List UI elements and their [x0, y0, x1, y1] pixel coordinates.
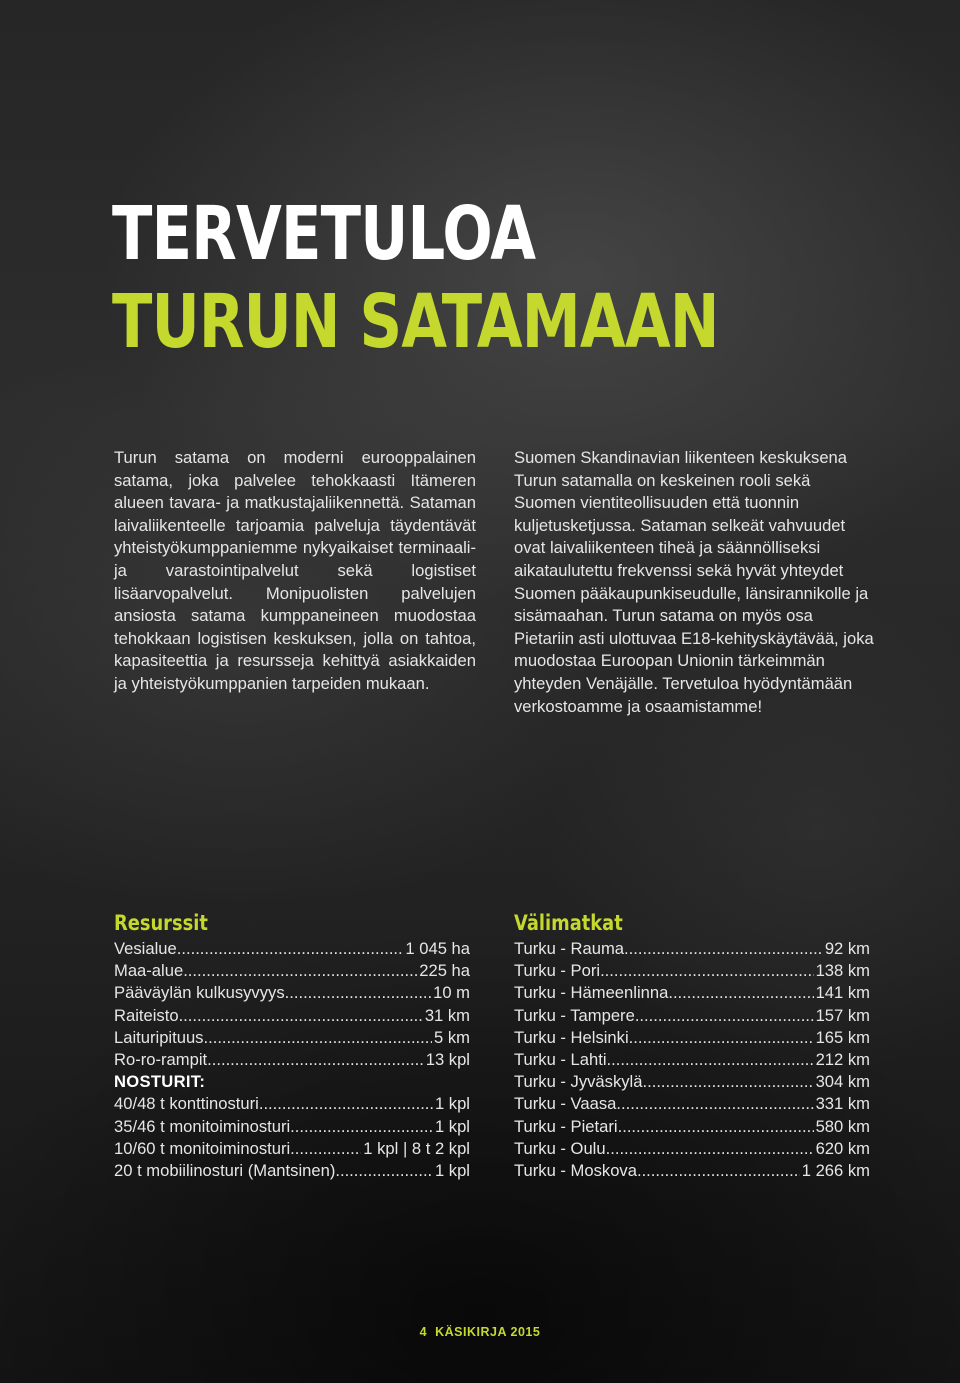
item-value: 13 kpl [425, 1050, 470, 1070]
dot-leader [177, 938, 404, 960]
item-value: 1 kpl [434, 1116, 470, 1136]
list-item [114, 1116, 470, 1138]
item-label: Turku - Hämeenlinna [514, 983, 669, 1003]
distances-section [514, 910, 870, 1182]
item-value: 225 ha [419, 961, 470, 981]
item-label: Turku - Pori [514, 961, 601, 981]
item-label: Ro-ro-rampit [114, 1050, 208, 1070]
item-value: 5 km [434, 1027, 470, 1047]
list-item [514, 982, 870, 1004]
cranes-list [114, 1093, 470, 1182]
list-item [514, 1116, 870, 1138]
list-item [514, 1071, 870, 1093]
dot-leader [642, 1071, 813, 1093]
list-item [114, 938, 470, 960]
item-label: Raiteisto [114, 1005, 179, 1025]
dot-leader [629, 1027, 814, 1049]
dot-leader [624, 938, 823, 960]
item-value: 157 km [815, 1005, 870, 1025]
item-label: Turku - Jyväskylä [514, 1072, 643, 1092]
item-label: Turku - Oulu [514, 1138, 606, 1158]
item-label: Laituripituus [114, 1027, 204, 1047]
item-label: Turku - Tampere [514, 1005, 635, 1025]
item-value: 10 m [433, 983, 470, 1003]
dot-leader [616, 1093, 813, 1115]
dot-leader [207, 1049, 424, 1071]
list-item [514, 960, 870, 982]
item-label: 20 t mobiilinosturi (Mantsinen) [114, 1161, 336, 1181]
item-label: 40/48 t konttinosturi [114, 1094, 259, 1114]
item-label: Turku - Lahti [514, 1050, 607, 1070]
list-item [514, 1005, 870, 1027]
item-value: 92 km [824, 939, 870, 958]
dot-leader [635, 1005, 814, 1027]
item-value: 31 km [424, 1005, 470, 1025]
resources-section [114, 910, 470, 1182]
title-line-2: TURUN SATAMAAN [112, 279, 719, 365]
dot-leader [606, 1138, 814, 1160]
item-value: 620 km [815, 1138, 870, 1158]
dot-leader [290, 1116, 433, 1138]
item-label: Turku - Rauma [514, 939, 625, 958]
item-label: Vesialue [114, 939, 177, 958]
item-value: 1 kpl | 8 t 2 kpl [363, 1138, 470, 1158]
item-label: Turku - Pietari [514, 1116, 618, 1136]
list-item [114, 960, 470, 982]
dot-leader [259, 1093, 433, 1115]
distances-list [514, 938, 870, 1182]
list-item [114, 1027, 470, 1049]
list-item [114, 982, 470, 1004]
item-value: 1 kpl [434, 1161, 470, 1181]
list-item [514, 1027, 870, 1049]
dot-leader [285, 982, 431, 1004]
item-label: 10/60 t monitoiminosturi [114, 1138, 291, 1158]
item-label: Turku - Vaasa [514, 1094, 617, 1114]
dot-leader [600, 960, 814, 982]
list-item [514, 938, 870, 960]
list-item [114, 1049, 470, 1071]
dot-leader [179, 1005, 423, 1027]
item-label: Maa-alue [114, 961, 184, 981]
dot-leader [335, 1160, 433, 1182]
intro-paragraph-right: Suomen Skandinavian liikenteen keskuksena Turun satamalla on keskeinen rooli sekä Suomen vientiteollisuuden että tuonnin kuljetusketjussa. Sataman selkeät vahvuudet ovat laivaliikenteen tiheä ja säännölliseksi aikataulutettu frekvenssi sekä hyvät yhteydet Suomen pääkaupunkiseudulle, länsirannikolle ja sisämaahan. Turun satama on myös osa Pietariin asti ulottuvaa E18-kehityskäytävää, joka muodostaa Euroopan Unionin tärkeimmän yhteyden Venäjälle. Tervetuloa hyödyntämään verkostoamme ja osaamistamme! [514, 448, 874, 716]
page-number: 4 [419, 1325, 428, 1339]
list-item [114, 1160, 470, 1182]
list-item [514, 1093, 870, 1115]
dot-leader [668, 982, 813, 1004]
item-label: 35/46 t monitoiminosturi [114, 1116, 291, 1136]
item-value: 138 km [815, 961, 870, 981]
publication-name: KÄSIKIRJA 2015 [435, 1325, 541, 1339]
item-label: Pääväylän kulkusyvyys [114, 983, 285, 1003]
item-value: 1 kpl [434, 1094, 470, 1114]
list-item [114, 1138, 470, 1160]
list-item [514, 1160, 870, 1182]
dot-leader [607, 1049, 814, 1071]
item-value: 331 km [815, 1094, 870, 1114]
resources-list [114, 938, 470, 1071]
dot-leader [618, 1116, 814, 1138]
item-value: 212 km [815, 1050, 870, 1070]
cranes-subheading: NOSTURIT: [114, 1072, 206, 1092]
list-item [514, 1138, 870, 1160]
page-footer [0, 1325, 960, 1339]
list-item [114, 1005, 470, 1027]
intro-paragraph-left: Turun satama on moderni eurooppalainen satama, joka palvelee tehokkaasti Itämeren alueen tavara- ja matkustajaliikennettä. Sataman laivaliikenteelle tarjoamia palveluja täydentävät yhteistyökumppaniemme nykyaikaiset terminaali- ja varastointipalvelut sekä logistiset lisäarvopalvelut. Monipuolisten palvelujen ansiosta satama kumppaneineen muodostaa tehokkaan logistisen keskuksen, jolla on tahtoa, kapasiteettia ja resursseja kehittyä asiakkaiden ja yhteistyökumppanien tarpeiden mukaan. [114, 448, 476, 693]
list-item [514, 1049, 870, 1071]
dot-leader [290, 1138, 361, 1160]
item-value: 580 km [815, 1116, 870, 1136]
title-line-1: TERVETULOA [112, 191, 536, 277]
dot-leader [203, 1027, 432, 1049]
resources-heading: Resurssit [114, 911, 208, 935]
dot-leader [637, 1160, 800, 1182]
item-value: 304 km [815, 1072, 870, 1092]
page-title [112, 190, 719, 366]
item-label: Turku - Helsinki [514, 1027, 629, 1047]
intro-column-right [514, 447, 874, 718]
item-value: 1 266 km [801, 1161, 870, 1181]
distances-heading: Välimatkat [514, 911, 623, 935]
list-item [114, 1093, 470, 1115]
item-label: Turku - Moskova [514, 1161, 637, 1181]
item-value: 165 km [815, 1027, 870, 1047]
item-value: 1 045 ha [405, 939, 470, 958]
intro-column-left [114, 447, 476, 696]
dot-leader [183, 960, 417, 982]
item-value: 141 km [815, 983, 870, 1003]
